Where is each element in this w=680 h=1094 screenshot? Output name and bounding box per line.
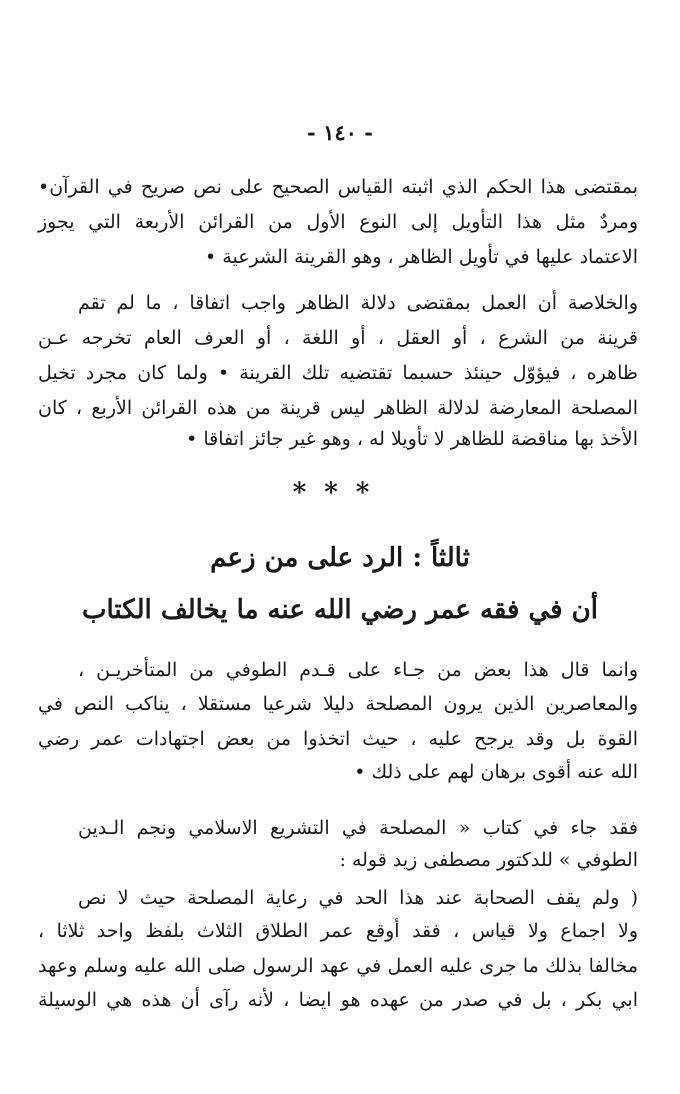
text-line: قرينة من الشرع ، أو العقل ، أو اللغة ، أو العرف العام تخرجه عـن	[38, 327, 638, 349]
text-line: الاعتماد عليها في تأويل الظاهر ، وهو القرينة الشرعية •	[205, 246, 638, 268]
text-line: فقد جاء في كتاب « المصلحة في التشريع الاسلامي ونجم الـدين	[78, 817, 638, 839]
text-line: والخلاصة أن العمل بمقتضى دلالة الظاهر واجب اتفاقا ، ما لم تقم	[78, 292, 638, 314]
text-line: ولا اجماع ولا قياس ، فقد أوقع عمر الطلاق الثلاث بلفظ واحد ثلاثا ،	[38, 920, 638, 942]
text-line: الطوفي » للدكتور مصطفى زيد قوله :	[339, 849, 638, 871]
text-line: ومردٌ مثل هذا التأويل إلى النوع الأول من القرائن الأربعة التي يجوز	[38, 211, 638, 233]
page-number: - ١٤٠ -	[307, 120, 373, 145]
text-line: الأخذ بها مناقضة للظاهر لا تأويلا له ، وهو غير جائز اتفاقا •	[186, 428, 638, 450]
text-line: مخالفا بذلك ما جرى عليه العمل في عهد الرسول صلى الله عليه وسلم وعهد	[38, 955, 638, 977]
section-heading-line-1: ثالثاً : الرد على من زعم	[210, 543, 470, 573]
text-line: ( ولم يقف الصحابة عند هذا الحد في رعاية المصلحة حيث لا نص	[78, 887, 638, 909]
text-line: وانما قال هذا بعض من جـاء على قـدم الطوفي من المتأخريـن ،	[78, 659, 638, 681]
text-line: والمعاصرين الذين يرون المصلحة دليلا شرعيا مستقلا ، يناكب النص في	[38, 693, 638, 715]
section-separator: ***	[292, 478, 388, 508]
text-line: ابي بكر ، بل في صدر من عهده هو ايضا ، لأنه رآى أن هذه هي الوسيلة	[38, 989, 638, 1011]
text-line: المصلحة المعارضة لدلالة الظاهر ليس قرينة من هذه القرائن الأربع ، كان	[38, 397, 638, 419]
text-line: ظاهره ، فيؤوّل حينئذ حسبما تقتضيه تلك القرينة • ولما كان مجرد تخيل	[38, 362, 638, 384]
text-line: الله عنه أقوى برهان لهم على ذلك •	[354, 761, 638, 783]
text-line: بمقتضى هذا الحكم الذي اثبته القياس الصحيح على نص صريح في القرآن•	[38, 176, 638, 198]
section-heading-line-2: أن في فقه عمر رضي الله عنه ما يخالف الكتاب	[82, 595, 598, 625]
text-line: القوة بل وقد يرجح عليه ، حيث اتخذوا من بعض اجتهادات عمر رضي	[38, 728, 638, 750]
